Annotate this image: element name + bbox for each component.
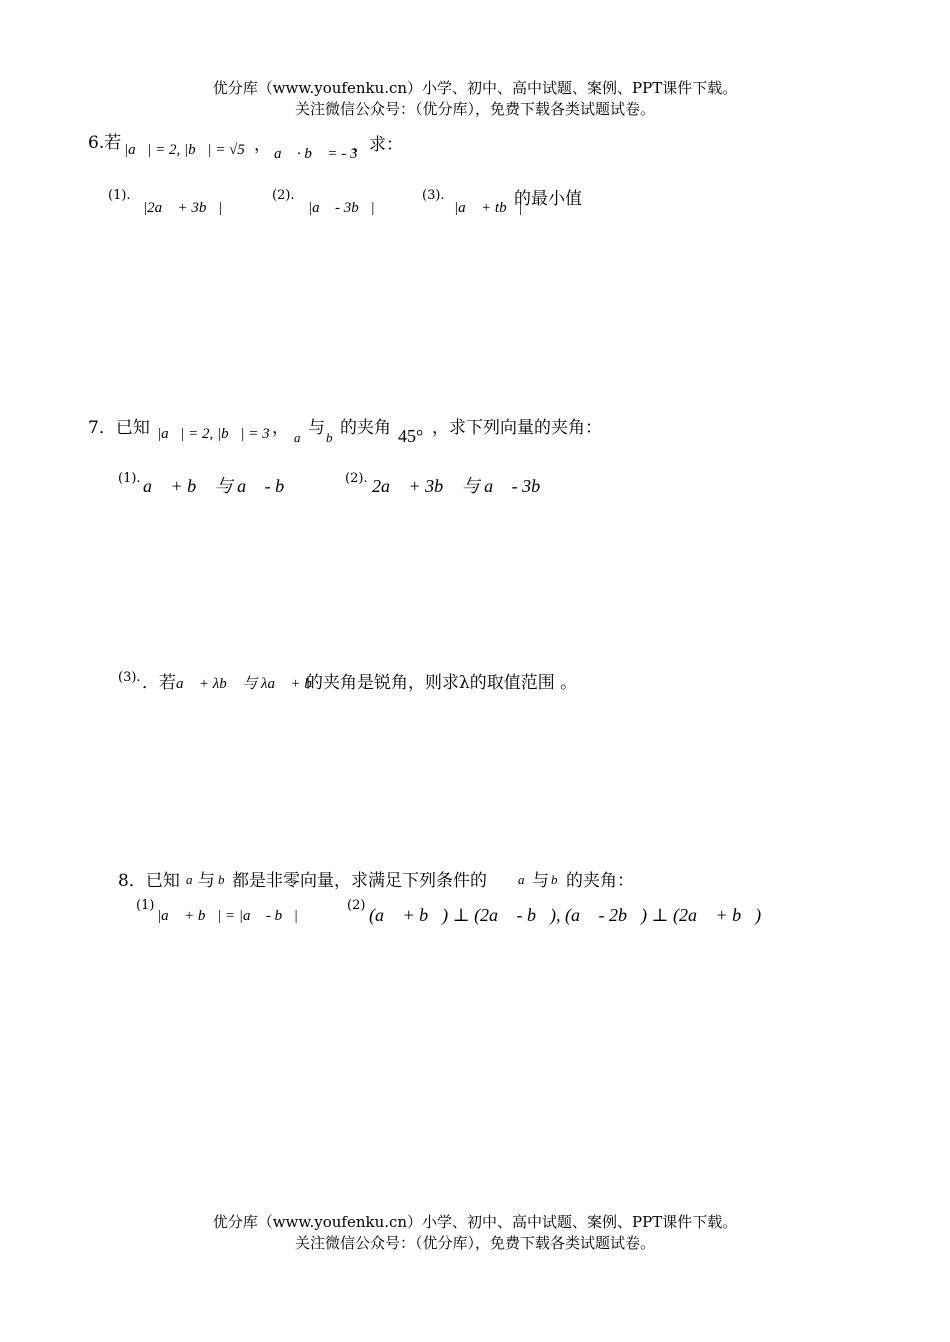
q7-part3-label: (3). xyxy=(118,670,141,685)
q8-text1: 都是非零向量，求满足下列条件的 xyxy=(232,871,487,891)
q6-dot-product: a⃗ · b⃗ = - 3 xyxy=(274,146,358,162)
q7-with: 与 xyxy=(308,418,325,438)
q7-part2-expr: 2a⃗ + 3b⃗ 与 a⃗ - 3b⃗ xyxy=(372,476,555,496)
q6-part1-label: (1). xyxy=(108,188,131,203)
q6-label: 6.若 xyxy=(88,133,122,153)
q7-part1-expr: a⃗ + b⃗ 与 a⃗ - b⃗ xyxy=(143,476,299,496)
q6-part3-expr: |a⃗ + tb⃗| xyxy=(454,200,523,216)
q8-vec-b: b⃗ xyxy=(218,872,235,887)
q8-vec-b2: b⃗ xyxy=(551,872,568,887)
header-line-2: 关注微信公众号：（优分库），免费下载各类试题试卷。 xyxy=(294,100,655,118)
q8-text2: 的夹角： xyxy=(566,871,634,891)
q7-label: 7．已知 xyxy=(88,418,150,438)
footer-line-2: 关注微信公众号：（优分库），免费下载各类试题试卷。 xyxy=(294,1234,655,1252)
q7-angle: 45° xyxy=(398,426,424,446)
q6-ask: ，求： xyxy=(352,135,403,155)
q6-given: |a⃗| = 2, |b⃗| = √5 xyxy=(124,142,245,158)
q8-label: 8．已知 xyxy=(118,871,180,891)
footer-line-1: 优分库（www.youfenku.cn）小学、初中、高中试题、案例、PPT课件下载。 xyxy=(212,1213,738,1231)
header-line-1: 优分库（www.youfenku.cn）小学、初中、高中试题、案例、PPT课件下载。 xyxy=(212,79,738,97)
q7-vec-a: a⃗ xyxy=(294,430,311,445)
q8-with: 与 xyxy=(198,871,215,891)
q7-part1-label: (1). xyxy=(118,471,141,486)
q7-vec-b: b⃗ xyxy=(326,430,343,445)
q7-part3-expr: a⃗ + λb⃗ 与 λa⃗ + b⃗ xyxy=(176,676,324,692)
q8-part1-label: (1) xyxy=(136,898,155,913)
q7-part3-pre: ．若 xyxy=(142,673,176,693)
q8-vec-a: a⃗ xyxy=(186,872,203,887)
q8-part1-expr: |a⃗ + b⃗| = |a⃗ - b⃗| xyxy=(157,908,298,924)
q7-ask: ，求下列向量的夹角： xyxy=(432,418,602,438)
q8-with2: 与 xyxy=(532,871,549,891)
q6-part3-text: 的最小值 xyxy=(514,189,582,209)
q6-part1-expr: |2a⃗ + 3b⃗| xyxy=(143,200,223,216)
q8-part2-expr: (a⃗ + b⃗) ⊥ (2a⃗ - b⃗), (a⃗ - 2b⃗) ⊥ (2a⃗ + b⃗) xyxy=(369,905,762,925)
q6-part2-label: (2). xyxy=(272,188,295,203)
q6-comma: ， xyxy=(254,135,271,155)
q7-angle-text: 的夹角 xyxy=(340,418,391,438)
q7-part3-text: 的夹角是锐角，则求λ的取值范围 。 xyxy=(306,673,578,693)
q6-part3-label: (3). xyxy=(422,188,445,203)
q6-part2-expr: |a⃗ - 3b⃗| xyxy=(308,200,375,216)
q8-part2-label: (2) xyxy=(347,898,366,913)
q7-part2-label: (2). xyxy=(345,471,368,486)
q7-comma: ， xyxy=(272,418,289,438)
q8-vec-a2: a⃗ xyxy=(518,872,535,887)
q7-given: |a⃗| = 2, |b⃗| = 3 xyxy=(157,426,270,442)
